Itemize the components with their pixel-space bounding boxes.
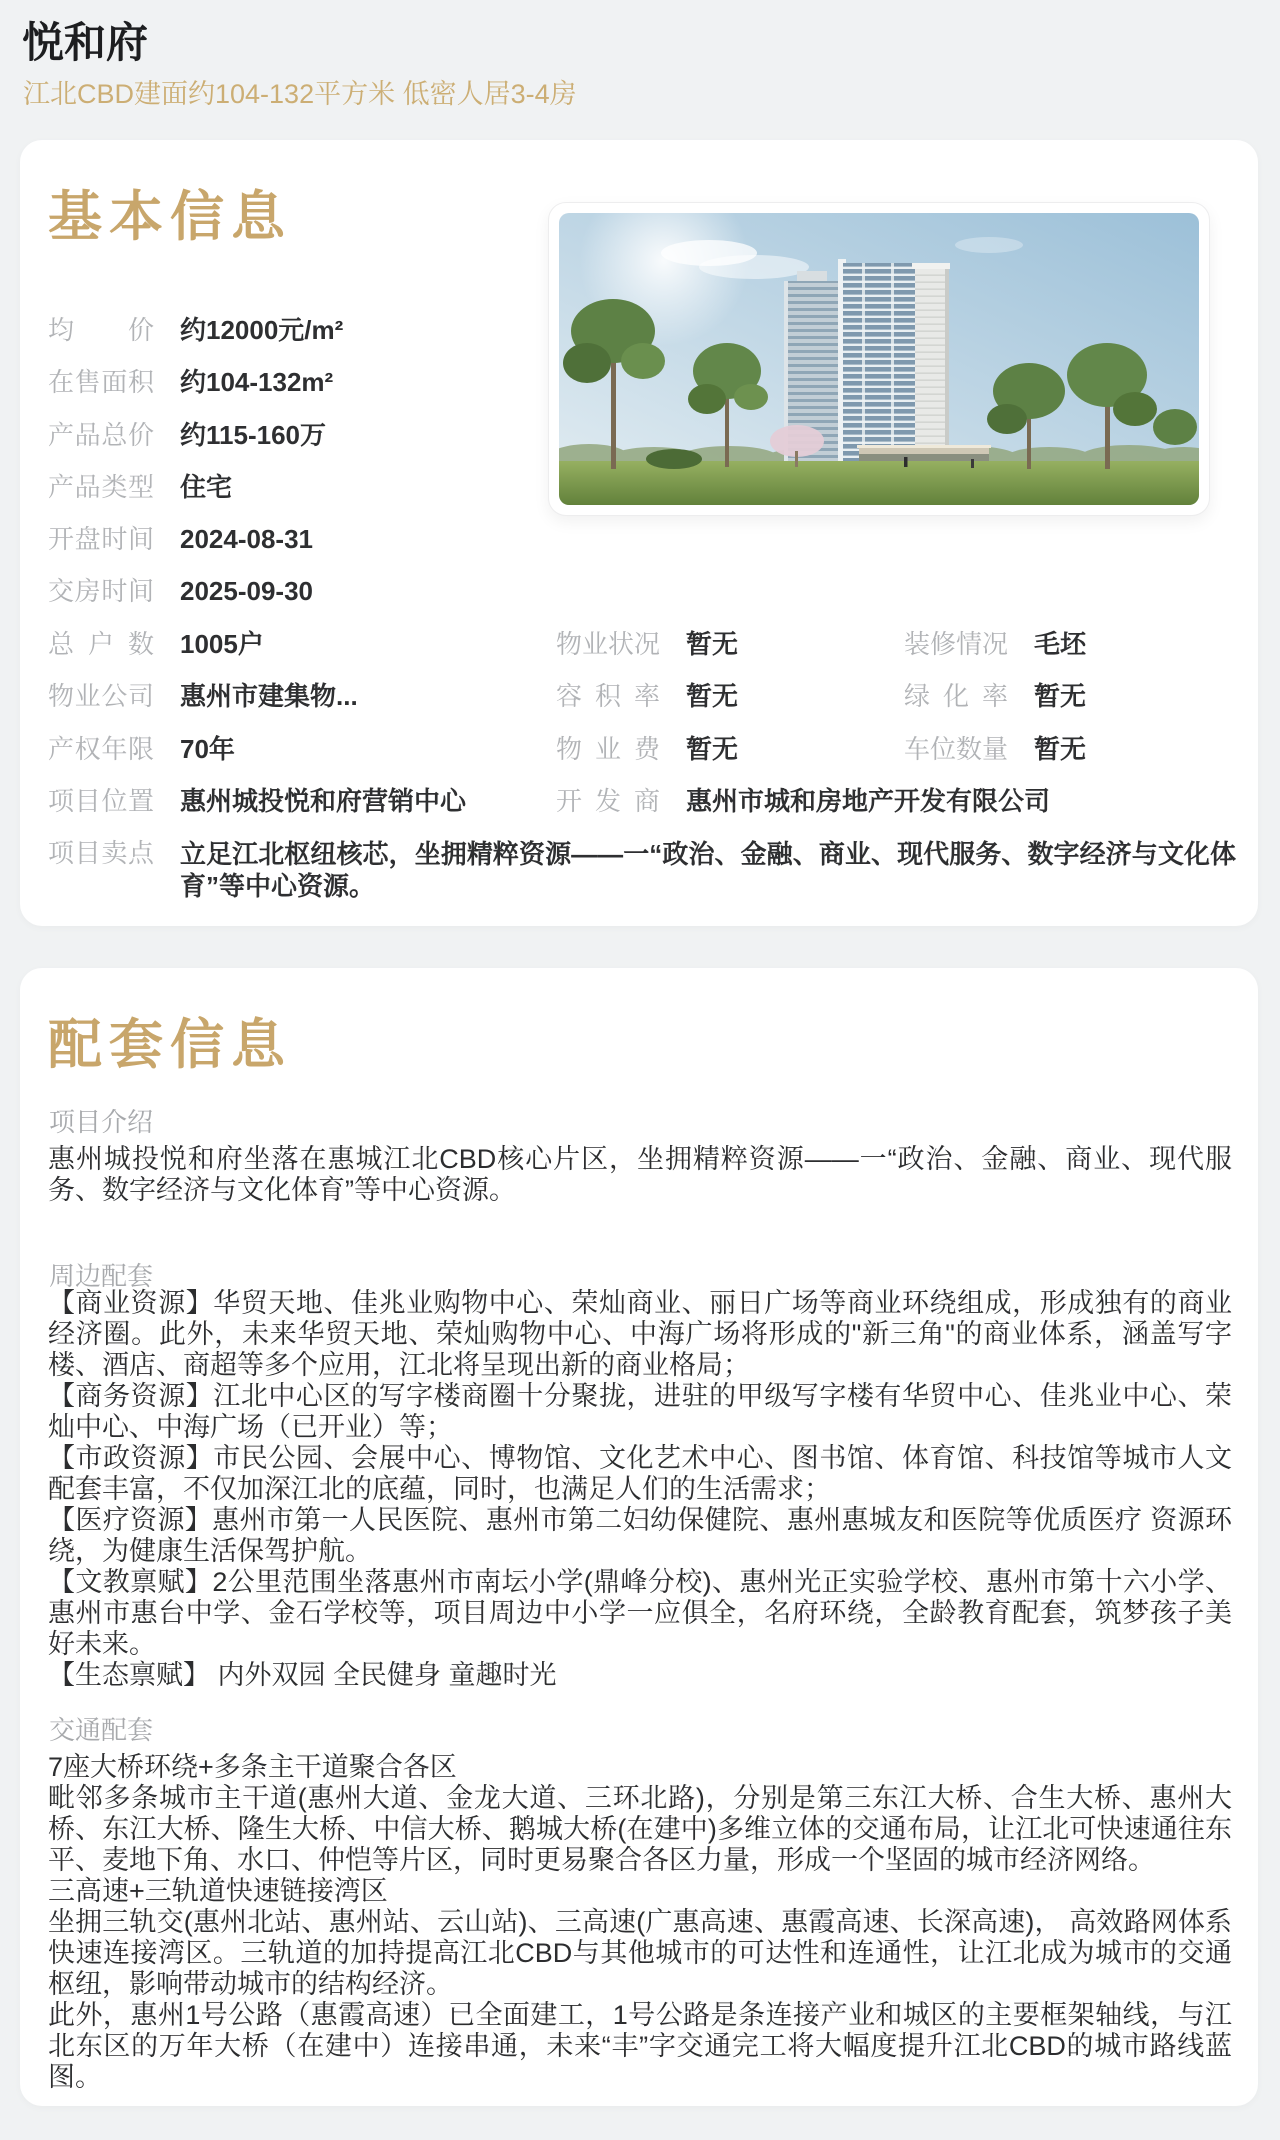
info-label: 开发商	[556, 786, 660, 816]
property-photo-frame	[548, 202, 1210, 516]
paragraph: 【生态禀赋】 内外双园 全民健身 童趣时光	[48, 1660, 557, 1690]
info-value: 惠州市建集物...	[180, 681, 358, 711]
info-label: 总户数	[48, 629, 154, 659]
info-row-delivery-date	[48, 576, 313, 606]
basic-info-title: 基本信息	[48, 187, 292, 247]
info-value: 暂无	[1034, 681, 1087, 711]
info-row-total-price	[48, 420, 326, 450]
info-label: 物业公司	[48, 681, 154, 711]
info-row-avg-price	[48, 315, 343, 345]
info-value: 约104-132m²	[180, 367, 334, 397]
info-label: 项目位置	[48, 786, 154, 816]
info-label: 交房时间	[48, 576, 154, 606]
info-label: 物业状况	[556, 629, 661, 659]
info-row-tenure	[48, 734, 235, 764]
paragraph: 毗邻多条城市主干道(惠州大道、金龙大道、三环北路)，分别是第三东江大桥、合生大桥、惠州大桥、东江大桥、隆生大桥、中信大桥、鹅城大桥(在建中)多维立体的交通布局，让江北可快速通往东平、麦地下角、水口、仲恺等片区，同时更易聚合各区力量，形成一个坚固的城市经济网络。	[48, 1783, 1232, 1875]
section-label-surroundings: 周边配套	[49, 1261, 154, 1291]
section-label-transport: 交通配套	[49, 1715, 154, 1745]
paragraph: 7座大桥环绕+多条主干道聚合各区	[48, 1752, 457, 1782]
info-value: 暂无	[1034, 734, 1087, 764]
info-value: 2024-08-31	[180, 524, 313, 554]
section-label-project-intro: 项目介绍	[49, 1107, 154, 1137]
info-label: 产权年限	[48, 734, 154, 764]
info-value: 立足江北枢纽核芯，坐拥精粹资源——一“政治、金融、商业、现代服务、数字经济与文化体育”等中心资源。	[180, 839, 1236, 901]
paragraph: 【商业资源】华贸天地、佳兆业购物中心、荣灿商业、丽日广场等商业环绕组成，形成独有的商业经济圈。此外，未来华贸天地、荣灿购物中心、中海广场将形成的"新三角"的商业体系，涵盖写字楼、酒店、商超等多个应用，江北将呈现出新的商业格局；	[48, 1288, 1232, 1380]
info-row-households	[48, 629, 264, 659]
info-row-opening-date	[48, 524, 313, 554]
info-label: 产品类型	[48, 472, 154, 502]
info-label: 在售面积	[48, 367, 154, 397]
transport-text	[48, 1752, 1232, 2093]
paragraph: 【市政资源】市民公园、会展中心、博物馆、文化艺术中心、图书馆、体育馆、科技馆等城市人文配套丰富，不仅加深江北的底蕴，同时，也满足人们的生活需求；	[48, 1443, 1232, 1504]
info-value: 暂无	[686, 734, 739, 764]
info-label: 项目卖点	[48, 838, 154, 868]
surroundings-text	[48, 1288, 1232, 1691]
info-value: 2025-09-30	[180, 576, 313, 606]
project-intro-text	[48, 1144, 1232, 1206]
info-row-property-company	[48, 681, 358, 711]
info-row-area	[48, 367, 333, 397]
info-value: 约12000元/m²	[180, 315, 344, 345]
paragraph: 此外，惠州1号公路（惠霞高速）已全面建工，1号公路是条连接产业和城区的主要框架轴线，与江北东区的万年大桥（在建中）连接串通，未来“丰”字交通完工将大幅度提升江北CBD的城市路线蓝图。	[48, 2000, 1232, 2092]
info-label: 产品总价	[48, 420, 154, 450]
info-row-property-fee	[556, 734, 738, 764]
paragraph: 坐拥三轨交(惠州北站、惠州站、云山站)、三高速(广惠高速、惠霞高速、长深高速)， 高效路网体系快速连接湾区。三轨道的加持提高江北CBD与其他城市的可达性和连通性，让江北成为城市的交通枢纽，影响带动城市的结构经济。	[48, 1907, 1232, 1999]
info-row-decoration	[904, 629, 1086, 659]
info-label: 装修情况	[904, 629, 1009, 659]
info-value: 暂无	[686, 681, 739, 711]
info-label: 开盘时间	[48, 524, 154, 554]
info-label: 容积率	[556, 681, 660, 711]
facility-info-title: 配套信息	[48, 1015, 292, 1075]
paragraph: 【文教禀赋】2公里范围坐落惠州市南坛小学(鼎峰分校)、惠州光正实验学校、惠州市第十六小学、惠州市惠台中学、金石学校等，项目周边中小学一应俱全，名府环绕，全龄教育配套，筑梦孩子美好未来。	[48, 1567, 1232, 1659]
paragraph: 惠州城投悦和府坐落在惠城江北CBD核心片区，坐拥精粹资源——一“政治、金融、商业、现代服务、数字经济与文化体育”等中心资源。	[48, 1144, 1232, 1205]
info-value: 70年	[180, 734, 235, 764]
basic-info-card	[20, 140, 1258, 926]
info-value: 约115-160万	[180, 420, 326, 450]
paragraph: 【商务资源】江北中心区的写字楼商圈十分聚拢，进驻的甲级写字楼有华贸中心、佳兆业中心、荣灿中心、中海广场（已开业）等；	[48, 1381, 1232, 1442]
page-subtitle: 江北CBD建面约104-132平方米 低密人居3-4房	[23, 79, 577, 109]
property-rendering-image	[559, 213, 1199, 505]
info-row-plot-ratio	[556, 681, 738, 711]
paragraph: 三高速+三轨道快速链接湾区	[48, 1876, 388, 1906]
info-label: 物业费	[556, 734, 660, 764]
info-value: 暂无	[686, 629, 739, 659]
info-label: 绿化率	[904, 681, 1008, 711]
info-label: 车位数量	[904, 734, 1009, 764]
info-value: 1005户	[180, 629, 264, 659]
info-row-parking	[904, 734, 1086, 764]
page-title: 悦和府	[22, 19, 149, 66]
info-row-selling-point	[48, 838, 1236, 902]
info-row-property-status	[556, 629, 738, 659]
info-row-location	[48, 786, 466, 816]
info-value: 惠州市城和房地产开发有限公司	[686, 786, 1051, 816]
info-row-product-type	[48, 472, 232, 502]
info-value: 住宅	[180, 472, 233, 502]
info-value: 毛坯	[1034, 629, 1087, 659]
info-label: 均价	[48, 315, 154, 345]
info-row-developer	[556, 786, 1050, 816]
info-value: 惠州城投悦和府营销中心	[180, 786, 467, 816]
info-row-greening-rate	[904, 681, 1086, 711]
facility-info-card	[20, 968, 1258, 2106]
paragraph: 【医疗资源】惠州市第一人民医院、惠州市第二妇幼保健院、惠州惠城友和医院等优质医疗 资源环绕，为健康生活保驾护航。	[48, 1505, 1232, 1566]
